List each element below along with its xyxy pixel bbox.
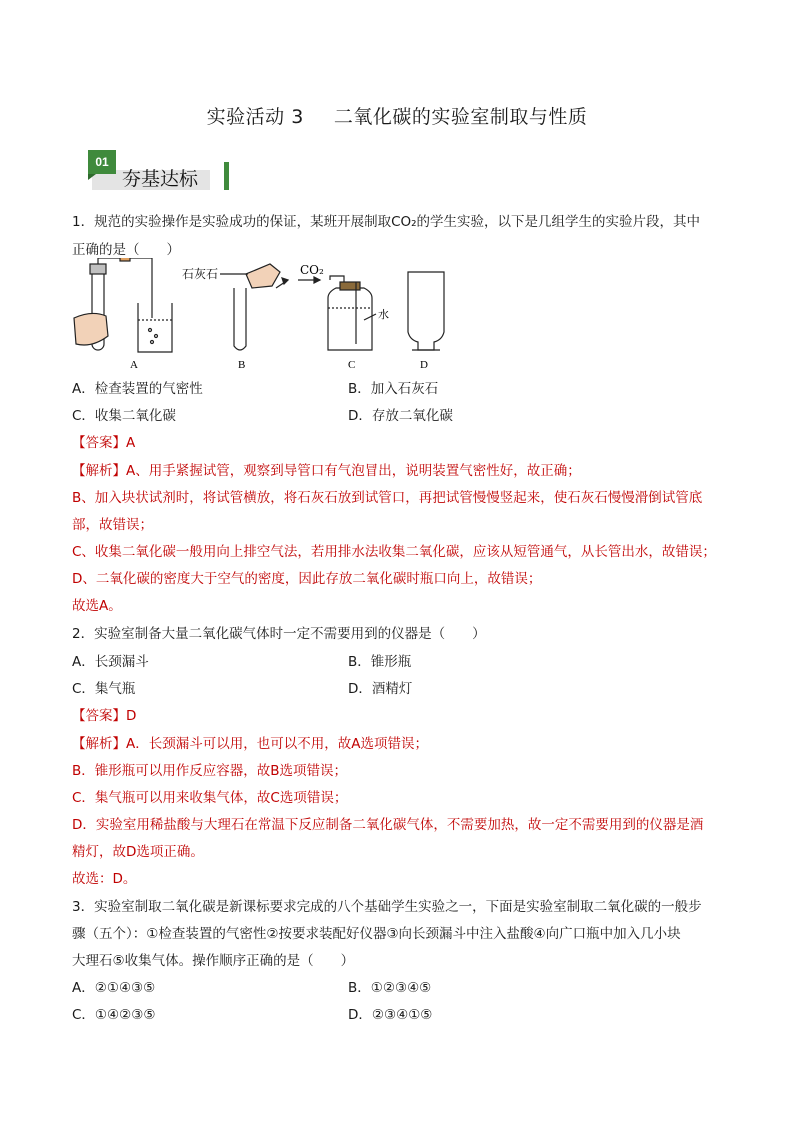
q2-analysis-tag: 【解析】: [72, 736, 126, 752]
section-number-tail: [88, 174, 96, 180]
apparatus-diagram: [72, 258, 472, 374]
q2-analysis-1: B．锥形瓶可以用作反应容器，故B选项错误；: [72, 763, 348, 779]
label-co2: CO₂: [300, 263, 324, 277]
page-title: [0, 102, 794, 129]
q2-analysis-2: C．集气瓶可以用来收集气体，故C选项错误；: [72, 790, 348, 806]
section-number: 01: [88, 150, 116, 174]
q2-analysis-3: D．实验室用稀盐酸与大理石在常温下反应制备二氧化碳气体，不需要加热，故一定不需要用到的仪器是酒: [72, 817, 704, 833]
q1-analysis-1: B、加入块状试剂时，将试管横放，将石灰石放到试管口，再把试管慢慢竖起来，使石灰石慢慢滑倒试管底: [72, 490, 703, 506]
apparatus-c: [298, 276, 376, 350]
q1-analysis-5: 故选A。: [72, 598, 122, 614]
q1-stem-line2: 正确的是（ ）: [72, 242, 180, 258]
q2-answer-tag: 【答案】: [72, 708, 126, 724]
q1-answer-value: A: [126, 435, 136, 451]
q1-option-b: B．加入石灰石: [348, 381, 439, 397]
label-b: B: [238, 359, 246, 371]
label-limestone: 石灰石: [182, 267, 219, 281]
q1-option-c: C．收集二氧化碳: [72, 408, 176, 424]
q1-option-d: D．存放二氧化碳: [348, 408, 453, 424]
q1-analysis-0: [72, 459, 581, 479]
q2-analysis-5: 故选：D。: [72, 871, 137, 887]
q2-option-d: D．酒精灯: [348, 681, 413, 697]
q2-analysis-text-0: A．长颈漏斗可以用，也可以不用，故A选项错误；: [126, 736, 428, 752]
q1-option-a: A．检查装置的气密性: [72, 381, 203, 397]
q2-analysis-4: 精灯，故D选项正确。: [72, 844, 204, 860]
title-part1: 实验活动 3: [206, 106, 304, 128]
q1-analysis-3: C、收集二氧化碳一般用向上排空气法，若用排水法收集二氧化碳，应该从短管通气，从长管出水，故错误；: [72, 544, 716, 560]
q1-analysis-text-0: A、用手紧握试管，观察到导管口有气泡冒出，说明装置气密性好，故正确；: [126, 463, 581, 479]
q3-stem-line1: 3．实验室制取二氧化碳是新课标要求完成的八个基础学生实验之一，下面是实验室制取二氧化碳的一般步: [72, 899, 702, 915]
q1-analysis-tag: 【解析】: [72, 463, 126, 479]
q1-answer: [72, 431, 135, 451]
label-water: 水: [378, 308, 389, 321]
q1-analysis-4: D、二氧化碳的密度大于空气的密度，因此存放二氧化碳时瓶口向上，故错误；: [72, 571, 542, 587]
q3-option-c: C．①④②③⑤: [72, 1007, 156, 1023]
q2-stem: 2．实验室制备大量二氧化碳气体时一定不需要用到的仪器是（ ）: [72, 626, 486, 642]
label-d: D: [420, 359, 428, 371]
q1-figure: [72, 258, 472, 374]
q2-answer-value: D: [126, 708, 137, 724]
q2-analysis-0: [72, 732, 428, 752]
section-stripe: [224, 162, 229, 190]
apparatus-b: [220, 264, 288, 350]
q2-option-b: B．锥形瓶: [348, 654, 412, 670]
section-label: 夯基达标: [122, 168, 199, 190]
title-part2: 二氧化碳的实验室制取与性质: [333, 106, 588, 128]
q1-answer-tag: 【答案】: [72, 435, 126, 451]
apparatus-a: [74, 258, 172, 352]
q3-option-a: A．②①④③⑤: [72, 980, 156, 996]
q3-stem-line3: 大理石⑤收集气体。操作顺序正确的是（ ）: [72, 953, 355, 969]
q3-option-d: D．②③④①⑤: [348, 1007, 433, 1023]
q3-stem-line2: 骤（五个）：①检查装置的气密性②按要求装配好仪器③向长颈漏斗中注入盐酸④向广口瓶中加入几小块: [72, 926, 681, 942]
section-header: [82, 150, 232, 194]
q3-option-b: B．①②③④⑤: [348, 980, 432, 996]
q2-option-c: C．集气瓶: [72, 681, 136, 697]
apparatus-d: [408, 272, 444, 350]
q2-option-a: A．长颈漏斗: [72, 654, 149, 670]
q1-analysis-2: 部，故错误；: [72, 517, 153, 533]
label-c: C: [348, 359, 356, 371]
label-a: A: [130, 359, 138, 371]
q1-stem-line1: 1．规范的实验操作是实验成功的保证，某班开展制取CO₂的学生实验，以下是几组学生的实验片段，其中: [72, 214, 701, 230]
q2-answer: [72, 704, 136, 724]
